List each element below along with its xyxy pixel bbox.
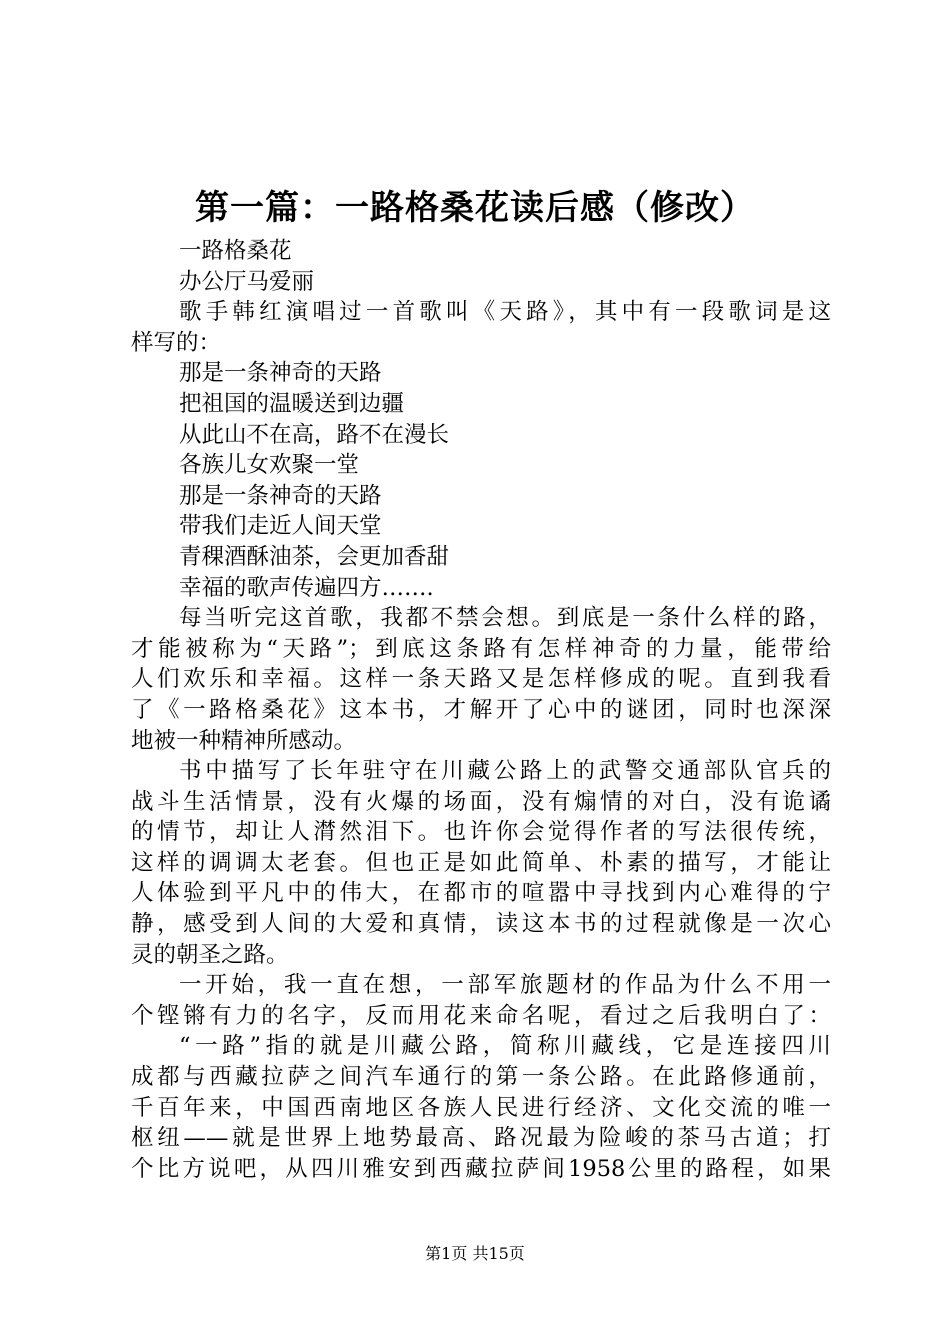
text-line: 那是一条神奇的天路 (179, 482, 382, 509)
text-line: 战斗生活情景，没有火爆的场面，没有煽情的对白，没有诡谲 (131, 788, 831, 815)
text-line: 那是一条神奇的天路 (179, 360, 382, 387)
text-line: 成都与西藏拉萨之间汽车通行的第一条公路。在此路修通前， (131, 1064, 831, 1091)
text-line: 了《一路格桑花》这本书，才解开了心中的谜团，同时也深深 (131, 696, 831, 723)
text-line: 带我们走近人间天堂 (179, 513, 382, 540)
text-line: 这样的调调太老套。但也正是如此简单、朴素的描写，才能让 (131, 849, 831, 876)
document-body (131, 236, 831, 1184)
text-line: 幸福的歌声传遍四方……. (179, 574, 434, 601)
text-line: 枢纽——就是世界上地势最高、路况最为险峻的茶马古道；打 (131, 1125, 831, 1152)
text-line: 把祖国的温暖送到边疆 (179, 390, 405, 417)
text-line: 从此山不在高，路不在漫长 (179, 421, 450, 448)
text-line: 每当听完这首歌，我都不禁会想。到底是一条什么样的路， (179, 605, 831, 632)
text-line: 一开始，我一直在想，一部军旅题材的作品为什么不用一 (179, 972, 831, 999)
text-line: 书中描写了长年驻守在川藏公路上的武警交通部队官兵的 (179, 758, 831, 785)
text-line: 青稞酒酥油茶，会更加香甜 (179, 543, 450, 570)
page-footer: 第1页 共15页 (425, 1244, 525, 1263)
text-line: 千百年来，中国西南地区各族人民进行经济、文化交流的唯一 (131, 1094, 831, 1121)
text-line: 才能被称为“天路”；到底这条路有怎样神奇的力量，能带给 (131, 635, 831, 662)
text-line: “一路”指的就是川藏公路，简称川藏线，它是连接四川 (179, 1033, 831, 1060)
document-title: 第一篇：一路格桑花读后感（修改） (195, 188, 755, 228)
text-line: 个比方说吧，从四川雅安到西藏拉萨间1958公里的路程，如果 (131, 1155, 831, 1182)
text-line: 人体验到平凡中的伟大，在都市的喧嚣中寻找到内心难得的宁 (131, 880, 831, 907)
text-line: 人们欢乐和幸福。这样一条天路又是怎样修成的呢。直到我看 (131, 666, 831, 693)
text-line: 样写的： (131, 329, 222, 356)
text-line: 的情节，却让人潸然泪下。也许你会觉得作者的写法很传统， (131, 819, 831, 846)
text-line: 歌手韩红演唱过一首歌叫《天路》，其中有一段歌词是这 (179, 299, 831, 326)
text-line: 各族儿女欢聚一堂 (179, 452, 360, 479)
text-line: 个铿锵有力的名字，反而用花来命名呢，看过之后我明白了： (131, 1002, 831, 1029)
text-line: 灵的朝圣之路。 (131, 941, 289, 968)
text-line: 办公厅马爱丽 (179, 268, 315, 295)
text-line: 地被一种精神所感动。 (131, 727, 357, 754)
text-line: 静，感受到人间的大爱和真情，读这本书的过程就像是一次心 (131, 911, 831, 938)
text-line: 一路格桑花 (179, 238, 292, 264)
